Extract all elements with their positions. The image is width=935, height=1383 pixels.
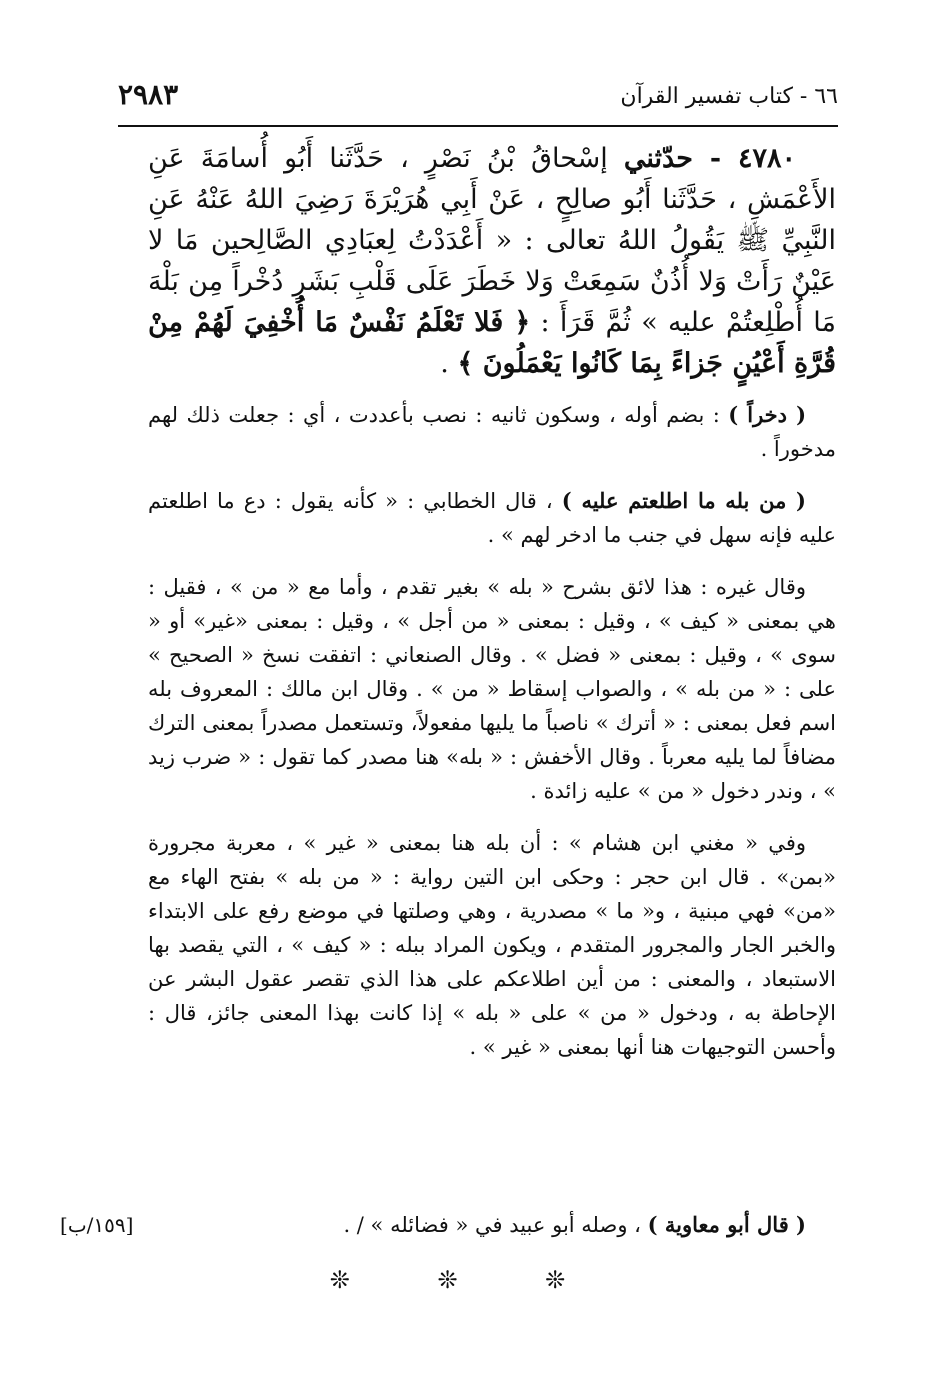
hadith-text (148, 138, 836, 384)
note-lemma: ( من بله ما اطلعتم عليه ) (561, 488, 806, 513)
note-lemma: ( قال أبو معاوية ) (647, 1212, 806, 1237)
commentary-note-2 (148, 484, 836, 552)
header-rule (118, 125, 838, 127)
commentary-note-4 (148, 826, 836, 1064)
manuscript-folio-mark: [١٥٩/ب] (60, 1213, 134, 1237)
hadith-ending: . (440, 348, 458, 379)
page-body (148, 138, 836, 1082)
commentary-note-1 (148, 398, 836, 466)
note-text: وفي « مغني ابن هشام » : أن بله هنا بمعنى « غير » ، معربة مجرورة «بمن» . قال ابن حجر : وحكى ابن التين رواية : « من بله » بفتح الهاء مع «من» فهي مبنية ، و« ما » مصدرية ، وهي وصلتها في موضع رفع على الابتداء والخبر الجار والمجرور المتقدم ، ويكون المراد ببله : « كيف » ، التي يقصد بها الاستبعاد ، والمعنى : من أين اطلاعكم على هذا الذي تقصر عقول البشر عن الإحاطة به ، ودخول « من » على « بله » إذا كانت بهذا المعنى جائز، قال : وأحسن التوجيهات هنا أنها بمعنى « غير » . (148, 831, 836, 1059)
note-text: ، قال الخطابي : « كأنه يقول : دع ما اطلعتم عليه فإنه سهل في جنب ما ادخر لهم » . (148, 489, 836, 547)
commentary-note-3 (148, 570, 836, 808)
running-title: ٦٦ - كتاب تفسير القرآن (620, 84, 838, 109)
hadith-body: إسْحاقُ بْنُ نَصْرٍ ، حَدَّثَنا أَبُو أُسامَةَ عَنِ الأَعْمَشِ ، حَدَّثَنا أَبُو صالِحٍ ، عَنْ أَبِي هُرَيْرَةَ رَضِيَ اللهُ عَنْهُ عَنِ النَّبِيِّ ﷺ يَقُولُ اللهُ تعالى : « أَعْدَدْتُ لِعبَادِي الصَّالِحين مَا لا عَيْنٌ رَأَتْ وَلا أُذُنٌ سَمِعَتْ وَلا خَطَرَ عَلَى قَلْبِ بَشَرٍ دُخْراً مِن بَلْهَ مَا أُطْلِعتُمْ عليه » ثُمَّ قَرَأَ : (148, 143, 836, 338)
note-lemma: ( دخراً ) (728, 402, 807, 427)
note-text: : بضم أوله ، وسكون ثانيه : نصب بأعددت ، أي : جعلت ذلك لهم مدخوراً . (148, 403, 836, 461)
page-number: ٢٩٨٣ (118, 78, 179, 111)
hadith-number-title: ٤٧٨٠ - حدّثني (623, 143, 796, 174)
commentary-note-5 (343, 1208, 836, 1242)
section-separator: ❊ ❊ ❊ (329, 1266, 606, 1294)
note-text: وقال غيره : هذا لائق بشرح « بله » بغير تقدم ، وأما مع « من » ، فقيل : هي بمعنى « كيف » ، وقيل : بمعنى « من أجل » ، وقيل : بمعنى «غير» أو « سوى » ، وقيل : بمعنى « فضل » . وقال الصنعاني : اتفقت نسخ « الصحيح » على : « من بله » ، والصواب إسقاط « من » . وقال ابن مالك : المعروف بله اسم فعل بمعنى : « أترك » ناصباً ما يليها مفعولاً، وتستعمل مصدراً بمعنى الترك مضافاً لما يليه معرباً . وقال الأخفش : « بله» هنا مصدر كما تقول : « ضرب زيد » ، وندر دخول « من » عليه زائدة . (148, 575, 836, 803)
page-header (118, 78, 838, 126)
note-text: ، وصله أبو عبيد في « فضائله » / . (343, 1213, 648, 1237)
quran-verse: ﴿ فَلا تَعْلَمُ نَفْسٌ مَا أُخْفِيَ لَهُمْ مِنْ قُرَّةِ أَعْيُنٍ جَزاءً بِمَا كَانُوا يَعْمَلُونَ ﴾ (148, 307, 836, 379)
